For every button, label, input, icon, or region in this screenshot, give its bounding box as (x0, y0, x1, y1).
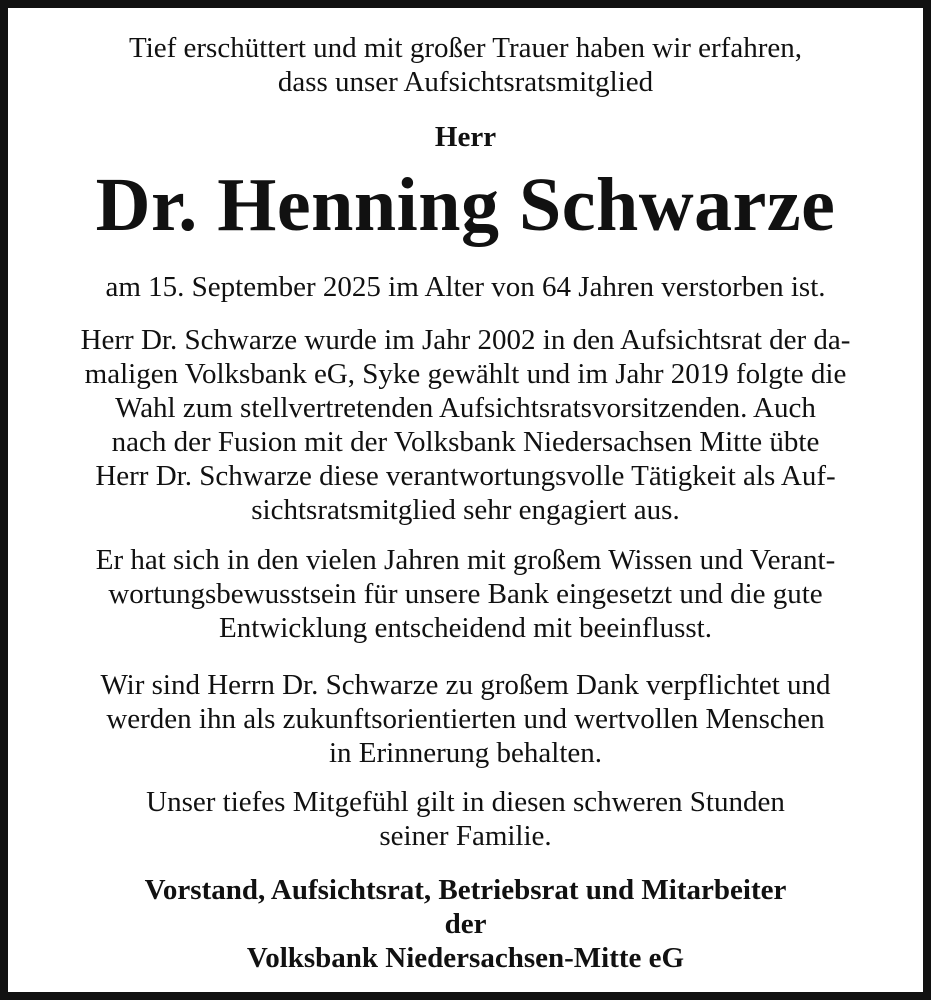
signature-line: Vorstand, Aufsichtsrat, Betriebsrat und Mitarbeiter (144, 874, 787, 906)
paragraph-line: sichtsratsmitglied sehr engagiert aus. (251, 494, 680, 526)
paragraph-line: Herr Dr. Schwarze diese verantwortungsvolle Tätigkeit als Auf- (95, 460, 836, 492)
paragraph-contribution (8, 543, 923, 645)
paragraph-line: Wir sind Herrn Dr. Schwarze zu großem Dank verpflichtet und (100, 669, 831, 701)
death-line: am 15. September 2025 im Alter von 64 Jahren verstorben ist. (105, 271, 826, 303)
paragraph-career (8, 323, 923, 527)
paragraph-gratitude (8, 668, 923, 770)
paragraph-line: Unser tiefes Mitgefühl gilt in diesen schweren Stunden (146, 786, 785, 818)
paragraph-line: Wahl zum stellvertretenden Aufsichtsratsvorsitzenden. Auch (115, 392, 816, 424)
paragraph-line: in Erinnerung behalten. (329, 737, 602, 769)
paragraph-line: seiner Familie. (379, 820, 552, 852)
paragraph-line: maligen Volksbank eG, Syke gewählt und im Jahr 2019 folgte die (84, 358, 847, 390)
intro-line: Tief erschüttert und mit großer Trauer haben wir erfahren, (129, 32, 802, 64)
intro-text (8, 31, 923, 99)
deceased-name: Dr. Henning Schwarze (95, 163, 836, 247)
signature-line: Volksbank Niedersachsen-Mitte eG (246, 942, 685, 974)
paragraph-line: Entwicklung entscheidend mit beeinflusst. (219, 612, 712, 644)
paragraph-condolence (8, 785, 923, 853)
intro-line: dass unser Aufsichtsratsmitglied (277, 66, 654, 98)
signature-line: der (444, 908, 487, 940)
paragraph-line: wortungsbewusstsein für unsere Bank eingesetzt und die gute (108, 578, 823, 610)
paragraph-line: werden ihn als zukunftsorientierten und wertvollen Menschen (106, 703, 825, 735)
signature (8, 873, 923, 975)
salutation: Herr (434, 121, 497, 153)
paragraph-line: Herr Dr. Schwarze wurde im Jahr 2002 in den Aufsichtsrat der da- (80, 324, 851, 356)
paragraph-line: nach der Fusion mit der Volksbank Niedersachsen Mitte übte (111, 426, 820, 458)
paragraph-line: Er hat sich in den vielen Jahren mit großem Wissen und Verant- (95, 544, 836, 576)
